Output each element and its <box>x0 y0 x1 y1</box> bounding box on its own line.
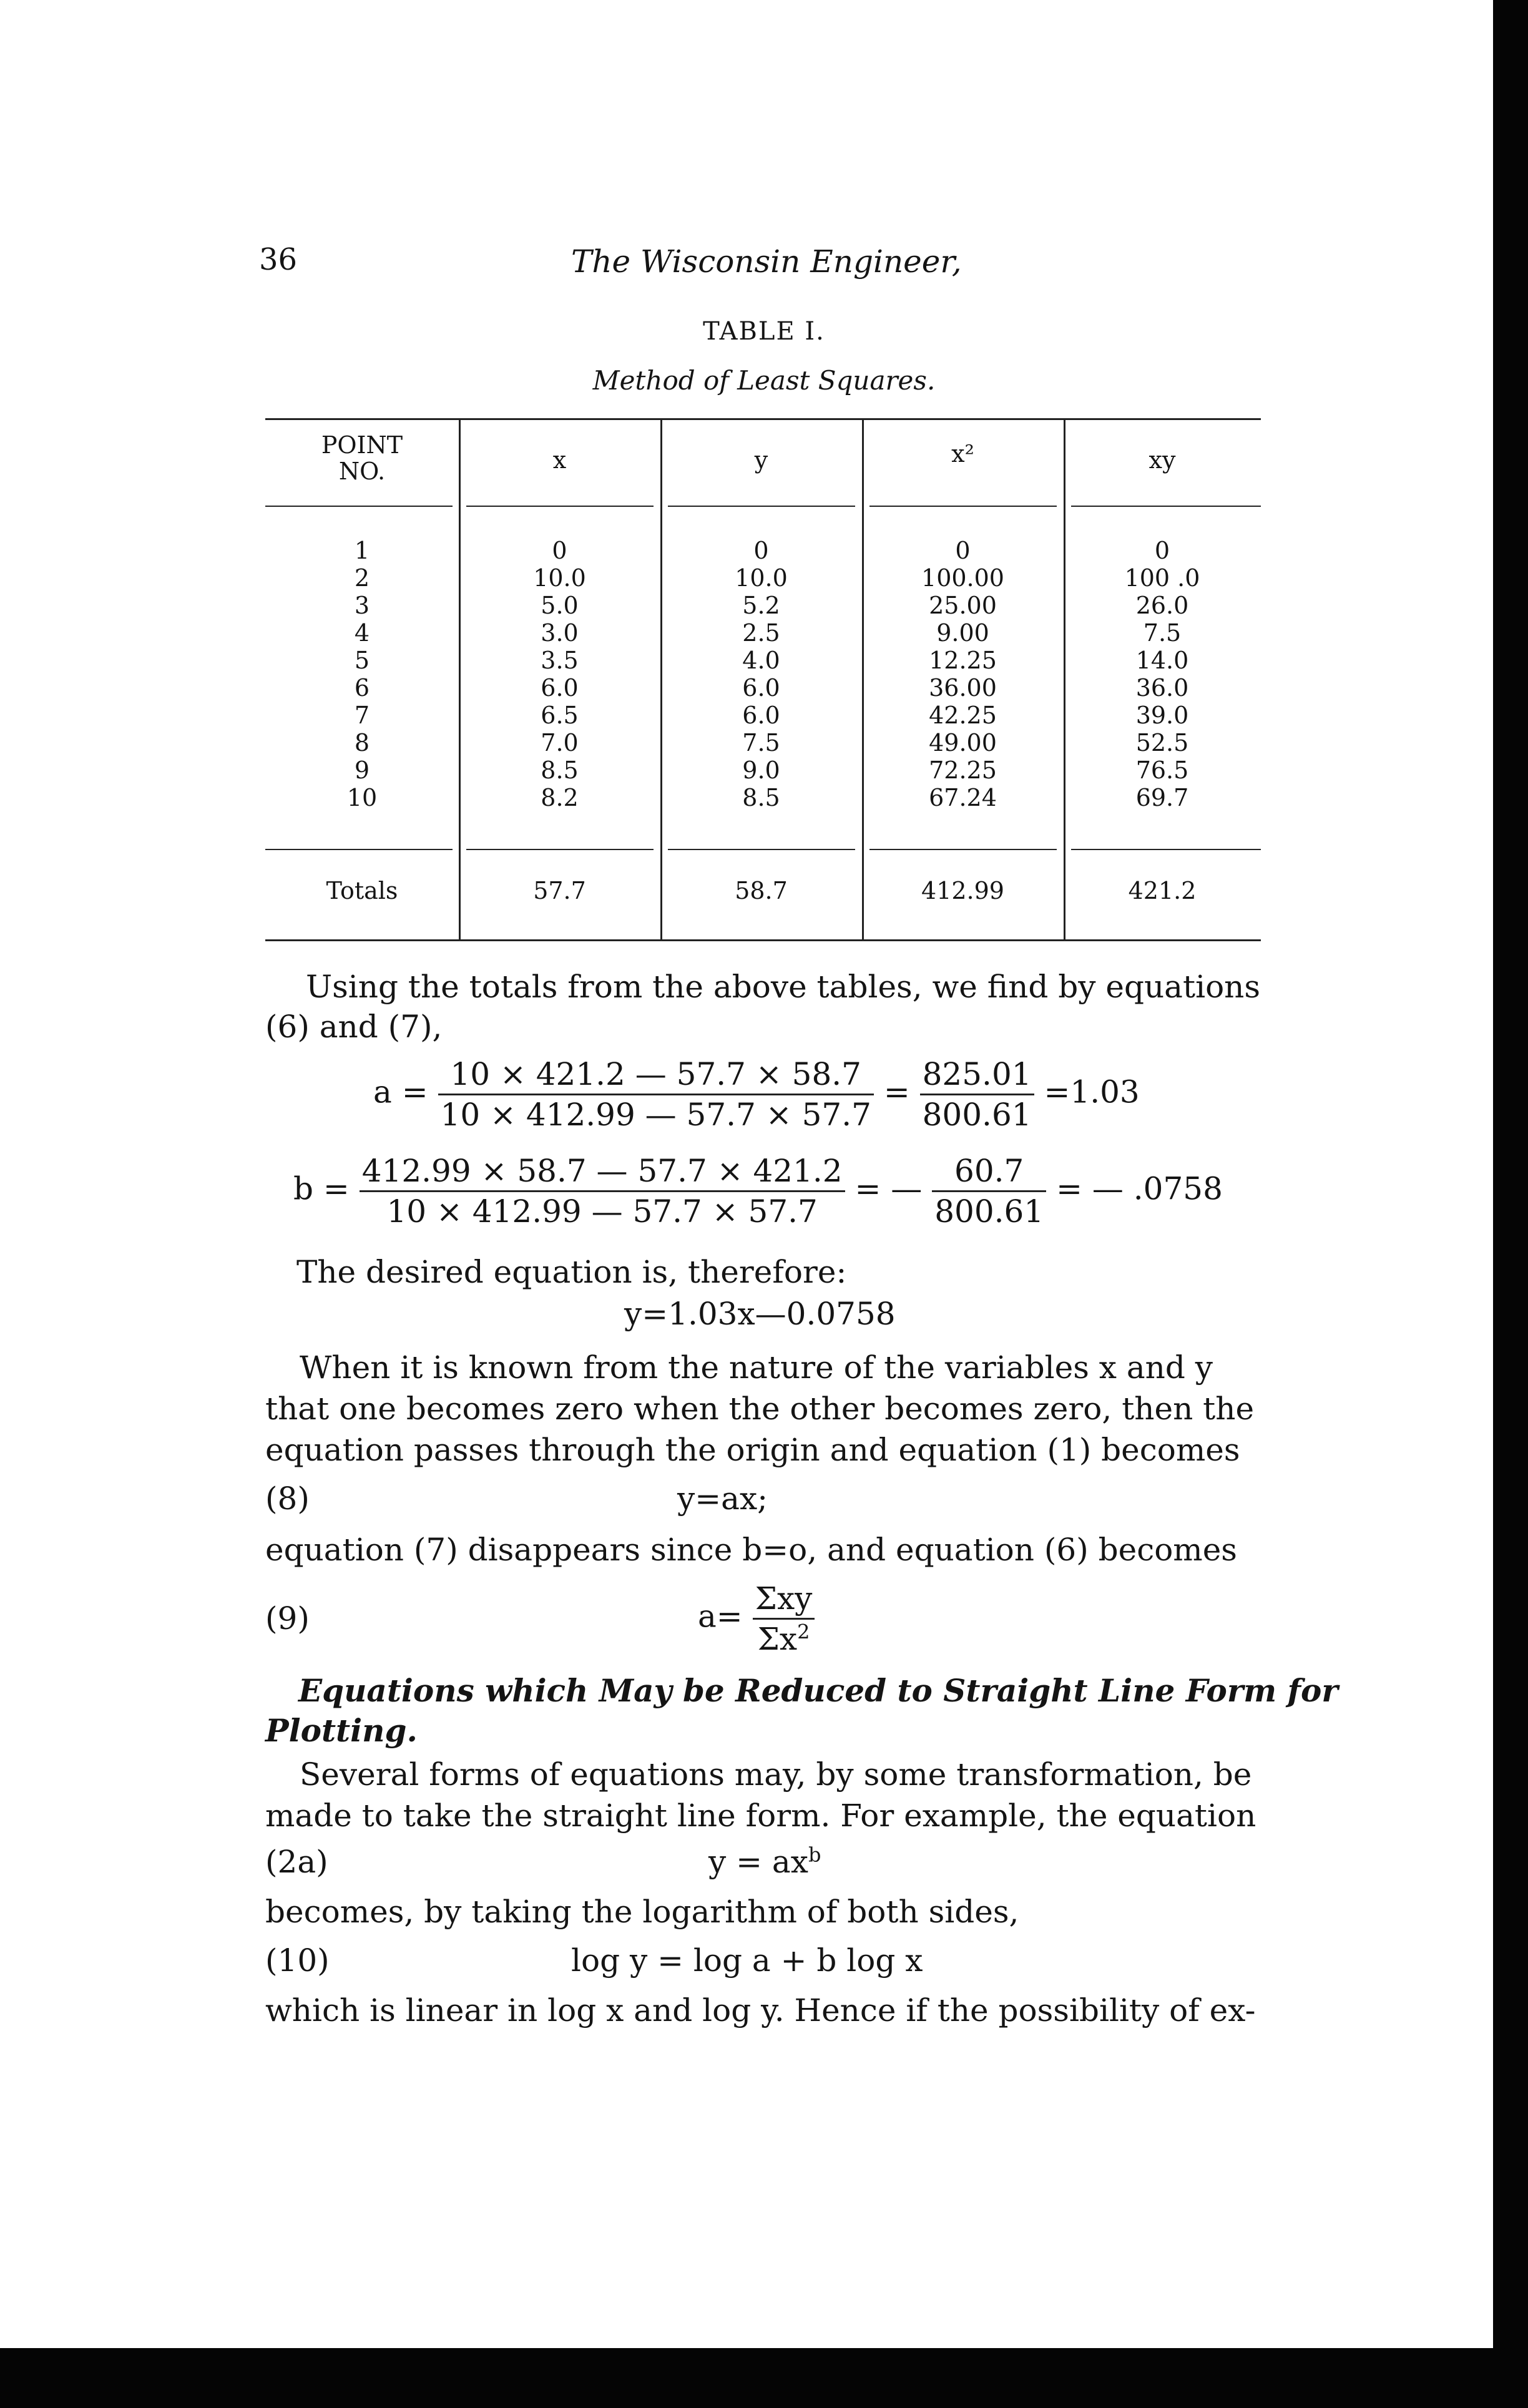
table-cell-xy: 7.5 <box>1143 619 1182 647</box>
table-cell-x2: 36.00 <box>929 674 997 702</box>
paragraph-4: Several forms of equations may, by some transformation, be <box>300 1756 1252 1793</box>
body-rule <box>1071 849 1261 850</box>
table-subcaption: Method of Least Squares. <box>592 365 936 396</box>
equation-b-fraction-2 <box>932 1152 1046 1231</box>
table-cell-xy: 76.5 <box>1135 756 1189 784</box>
table-cell-xy: 39.0 <box>1135 702 1189 729</box>
table-cell-x2: 100.00 <box>921 564 1004 592</box>
table-cell-y: 4.0 <box>742 647 780 674</box>
equation-b <box>293 1152 1223 1231</box>
intro-text: Using the totals from the above tables, we find by equations <box>306 969 1261 1005</box>
table-cell-point: 9 <box>354 756 370 784</box>
column-point <box>265 537 459 811</box>
table-cell-point: 4 <box>354 619 370 647</box>
paragraph-2: that one becomes zero when the other becomes zero, then the <box>265 1391 1255 1427</box>
paragraph-2: equation passes through the origin and equation (1) becomes <box>265 1432 1240 1468</box>
total-xy: 421.2 <box>1128 877 1197 904</box>
header-y: y <box>754 446 768 474</box>
table-cell-x: 3.0 <box>541 619 579 647</box>
header-point-line1: POINT <box>321 431 403 459</box>
total-x: 57.7 <box>533 877 586 904</box>
table-cell-point: 1 <box>354 537 370 564</box>
equation-9-fraction <box>753 1579 815 1658</box>
equation-9 <box>698 1579 815 1658</box>
table-cell-point: 3 <box>354 592 370 619</box>
table-cell-x2: 72.25 <box>929 756 997 784</box>
column-xy <box>1064 537 1261 811</box>
numerator: 60.7 <box>932 1152 1046 1192</box>
section-heading: Plotting. <box>265 1712 418 1749</box>
header-rule <box>668 506 855 507</box>
table-cell-point: 10 <box>346 784 378 811</box>
equation-a-fraction-1 <box>438 1055 874 1134</box>
running-title: The Wisconsin Engineer, <box>571 243 962 280</box>
table-cell-xy: 14.0 <box>1135 647 1189 674</box>
table-cell-xy: 52.5 <box>1135 729 1189 756</box>
table-cell-x: 6.0 <box>541 674 579 702</box>
equation-10: log y = log a + b log x <box>571 1942 923 1979</box>
totals-label: Totals <box>326 877 398 904</box>
table-cell-xy: 0 <box>1154 537 1170 564</box>
intro-text: (6) and (7), <box>265 1009 443 1045</box>
equation-b-lhs: b = <box>293 1170 350 1207</box>
denominator <box>753 1620 815 1658</box>
paragraph-6: which is linear in log x and log y. Hence if the possibility of ex- <box>265 1992 1256 2029</box>
table-cell-x: 10.0 <box>533 564 586 592</box>
header-xy: xy <box>1148 446 1176 474</box>
numerator: Σxy <box>753 1579 815 1620</box>
table-cell-y: 5.2 <box>742 592 780 619</box>
equals-minus: = — <box>855 1170 923 1207</box>
table-cell-y: 2.5 <box>742 619 780 647</box>
table-cell-x: 8.2 <box>541 784 579 811</box>
column-x2 <box>862 537 1064 811</box>
equation-a <box>373 1055 1140 1134</box>
scan-border-bottom <box>0 2348 1528 2408</box>
column-y <box>660 537 862 811</box>
exponent: b <box>808 1843 821 1867</box>
body-rule <box>466 849 654 850</box>
table-cell-y: 6.0 <box>742 674 780 702</box>
numerator: 412.99 × 58.7 — 57.7 × 421.2 <box>360 1152 845 1192</box>
header-point-line2: NO. <box>338 458 386 485</box>
desired-text: The desired equation is, therefore: <box>296 1254 847 1290</box>
header-point <box>265 432 459 484</box>
equation-10-label: (10) <box>265 1942 330 1979</box>
equation-2a-body: y = ax <box>708 1844 808 1880</box>
header-rule <box>466 506 654 507</box>
table-cell-y: 10.0 <box>735 564 788 592</box>
total-y: 58.7 <box>735 877 788 904</box>
header-x2: x² <box>951 440 974 467</box>
table-cell-x2: 9.00 <box>936 619 989 647</box>
table-cell-point: 8 <box>354 729 370 756</box>
total-x2: 412.99 <box>921 877 1004 904</box>
table-cell-x: 6.5 <box>541 702 579 729</box>
table-cell-x2: 0 <box>955 537 971 564</box>
equation-a-fraction-2 <box>920 1055 1034 1134</box>
equation-a-lhs: a = <box>373 1074 428 1110</box>
equation-b-result: = — .0758 <box>1056 1170 1223 1207</box>
equation-2a <box>708 1841 821 1882</box>
table-cell-x2: 25.00 <box>929 592 997 619</box>
body-rule <box>869 849 1057 850</box>
header-x: x <box>552 446 567 474</box>
denominator: 800.61 <box>922 1097 1032 1133</box>
table-cell-x: 5.0 <box>541 592 579 619</box>
table-cell-y: 7.5 <box>742 729 780 756</box>
body-rule <box>668 849 855 850</box>
body-rule <box>265 849 453 850</box>
paragraph-3: equation (7) disappears since b=o, and equation (6) becomes <box>265 1532 1237 1568</box>
header-rule <box>1071 506 1261 507</box>
equation-2a-label: (2a) <box>265 1844 328 1880</box>
equation-8-label: (8) <box>265 1481 310 1517</box>
page-number: 36 <box>259 242 298 277</box>
table-cell-x: 7.0 <box>541 729 579 756</box>
table-cell-xy: 26.0 <box>1135 592 1189 619</box>
table-cell-x2: 42.25 <box>929 702 997 729</box>
table-top-rule <box>265 418 1261 420</box>
table-cell-x2: 67.24 <box>929 784 997 811</box>
equation-b-fraction-1 <box>360 1152 845 1231</box>
numerator: 825.01 <box>920 1055 1034 1095</box>
table-cell-x2: 49.00 <box>929 729 997 756</box>
table-cell-x: 0 <box>552 537 567 564</box>
table-cell-point: 5 <box>354 647 370 674</box>
desired-equation: y=1.03x—0.0758 <box>624 1296 896 1332</box>
paragraph-2: When it is known from the nature of the variables x and y <box>300 1349 1213 1386</box>
exponent: 2 <box>797 1620 810 1644</box>
table-bottom-rule <box>265 939 1261 941</box>
table-cell-y: 8.5 <box>742 784 780 811</box>
denominator: 10 × 412.99 — 57.7 × 57.7 <box>440 1097 871 1133</box>
table-cell-y: 6.0 <box>742 702 780 729</box>
section-heading: Equations which May be Reduced to Straight Line Form for <box>298 1672 1338 1709</box>
header-rule <box>869 506 1057 507</box>
equation-a-result: =1.03 <box>1044 1074 1140 1110</box>
denominator: 10 × 412.99 — 57.7 × 57.7 <box>386 1193 818 1230</box>
paragraph-4: made to take the straight line form. For example, the equation <box>265 1798 1256 1834</box>
equation-8: y=ax; <box>677 1481 768 1517</box>
table-cell-xy: 100 .0 <box>1124 564 1200 592</box>
table-cell-y: 0 <box>753 537 769 564</box>
table-cell-x: 3.5 <box>541 647 579 674</box>
table-cell-point: 6 <box>354 674 370 702</box>
numerator: 10 × 421.2 — 57.7 × 58.7 <box>438 1055 874 1095</box>
denominator-base: Σx <box>757 1621 798 1657</box>
equals: = <box>883 1074 910 1110</box>
equation-9-lhs: a= <box>698 1598 743 1635</box>
paragraph-5: becomes, by taking the logarithm of both sides, <box>265 1894 1019 1930</box>
table-caption: TABLE I. <box>703 317 825 346</box>
least-squares-table <box>265 418 1261 942</box>
table-cell-point: 7 <box>354 702 370 729</box>
equation-9-label: (9) <box>265 1600 310 1637</box>
table-cell-y: 9.0 <box>742 756 780 784</box>
table-cell-x2: 12.25 <box>929 647 997 674</box>
table-cell-point: 2 <box>354 564 370 592</box>
scan-border-right <box>1493 0 1528 2408</box>
denominator: 800.61 <box>934 1193 1044 1230</box>
table-cell-xy: 36.0 <box>1135 674 1189 702</box>
table-cell-x: 8.5 <box>541 756 579 784</box>
table-cell-xy: 69.7 <box>1135 784 1189 811</box>
header-rule <box>265 506 453 507</box>
column-x <box>459 537 660 811</box>
